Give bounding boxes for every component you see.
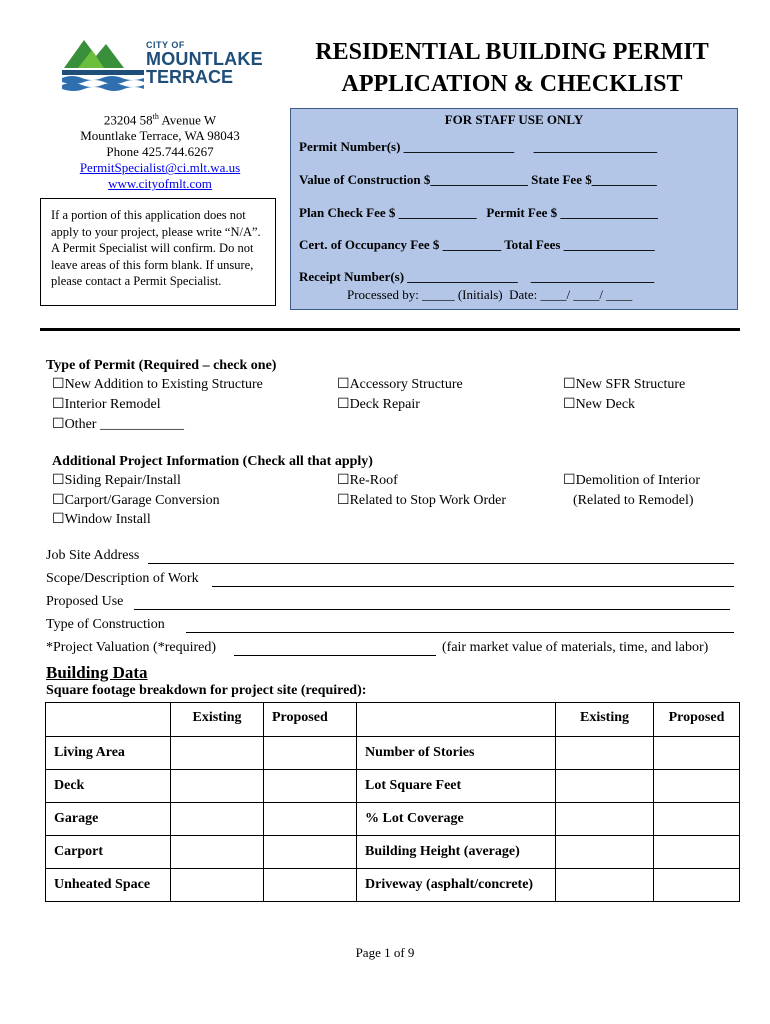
col-proposed-left: Proposed [264,703,357,737]
plan-check-fee-field[interactable]: Plan Check Fee $ ____________ Permit Fee $ _______________ [299,205,658,220]
checkbox-icon[interactable]: ☐ [563,377,576,392]
input-cell[interactable] [264,803,357,836]
checkbox-label: New Addition to Existing Structure [64,377,263,392]
checkbox-carport-garage[interactable] [52,491,220,511]
row-label: Garage [46,803,171,836]
input-cell[interactable] [264,869,357,902]
job-site-label: Job Site Address [46,548,140,563]
proposed-use-label: Proposed Use [46,594,124,609]
receipt-number-field[interactable]: Receipt Number(s) _________________ ___________________ [299,269,655,284]
checkbox-icon[interactable]: ☐ [563,397,576,412]
row-label: Carport [46,836,171,869]
input-cell[interactable] [654,770,740,803]
input-cell[interactable] [171,737,264,770]
input-cell[interactable] [556,803,654,836]
input-cell[interactable] [171,770,264,803]
processed-by-field[interactable]: Processed by: _____ (Initials) Date: ____/ ____/ ____ [347,287,633,302]
table-cell [46,703,171,737]
input-cell[interactable] [654,869,740,902]
checkbox-label: Related to Stop Work Order [349,493,507,508]
staff-use-box [290,108,738,310]
checkbox-label: Re-Roof [349,473,398,488]
permit-type-heading: Type of Permit (Required – check one) [46,358,277,373]
checkbox-icon[interactable]: ☐ [52,512,65,527]
row-label: Lot Square Feet [357,770,556,803]
checkbox-icon[interactable]: ☐ [337,493,350,508]
logo-terrace: TERRACE [146,67,234,87]
row-label: Living Area [46,737,171,770]
checkbox-label: Carport/Garage Conversion [64,493,220,508]
checkbox-demolition[interactable] [563,471,700,491]
checkbox-accessory-structure[interactable] [337,375,463,395]
table-row [46,770,740,803]
staff-use-heading: FOR STAFF USE ONLY [444,112,584,127]
input-cell[interactable] [171,869,264,902]
additional-info-heading: Additional Project Information (Check all that apply) [52,454,373,469]
table-cell [357,703,556,737]
value-construction-field[interactable]: Value of Construction $_______________ State Fee $__________ [299,172,657,187]
checkbox-icon[interactable]: ☐ [52,377,65,392]
instructions-note: If a portion of this application does not apply to your project, please write “N/A”. A Permit Specialist will confirm. Do not leave areas of this form blank. If unsure, please contact a Permit Specialist. [40,198,276,306]
col-existing-right: Existing [556,703,654,737]
website-link[interactable]: www.cityofmlt.com [108,176,212,192]
checkbox-label: Interior Remodel [64,397,161,412]
phone-number: Phone 425.744.6267 [106,144,214,160]
valuation-label: *Project Valuation (*required) [46,640,217,655]
checkbox-label: Deck Repair [349,397,420,412]
job-site-input[interactable] [148,563,734,564]
street-address [50,109,270,128]
table-header-row [46,703,740,737]
checkbox-new-deck[interactable] [563,395,635,415]
scope-input[interactable] [212,586,734,587]
checkbox-icon[interactable]: ☐ [52,417,65,432]
input-cell[interactable] [654,803,740,836]
input-cell[interactable] [171,803,264,836]
input-cell[interactable] [556,836,654,869]
checkbox-icon[interactable]: ☐ [337,377,350,392]
checkbox-reroof[interactable] [337,471,398,491]
checkbox-label: New SFR Structure [575,377,686,392]
checkbox-new-sfr[interactable] [563,375,685,395]
row-label: Deck [46,770,171,803]
checkbox-label: Accessory Structure [349,377,463,392]
mountain-lake-logo-icon [62,34,146,94]
checkbox-icon[interactable]: ☐ [337,397,350,412]
occupancy-fee-field[interactable]: Cert. of Occupancy Fee $ _________ Total Fees ______________ [299,237,655,252]
valuation-input[interactable] [234,655,436,656]
input-cell[interactable] [264,836,357,869]
demolition-note: (Related to Remodel) [573,493,694,508]
row-label: Driveway (asphalt/concrete) [357,869,556,902]
input-cell[interactable] [556,770,654,803]
checkbox-interior-remodel[interactable] [52,395,161,415]
title-line-1: RESIDENTIAL BUILDING PERMIT [315,39,709,65]
table-row [46,803,740,836]
logo-mountlake: MOUNTLAKE [146,49,263,69]
input-cell[interactable] [171,836,264,869]
construction-type-label: Type of Construction [46,617,165,632]
logo-city-of: CITY OF [146,40,185,50]
checkbox-label: Siding Repair/Install [64,473,181,488]
row-label: % Lot Coverage [357,803,556,836]
checkbox-stop-work[interactable] [337,491,506,511]
input-cell[interactable] [264,770,357,803]
checkbox-other[interactable] [52,415,184,435]
table-row [46,737,740,770]
checkbox-label: Window Install [64,512,151,527]
input-cell[interactable] [556,869,654,902]
table-row [46,869,740,902]
row-label: Unheated Space [46,869,171,902]
permit-number-field[interactable]: Permit Number(s) _________________ ___________________ [299,139,658,154]
building-data-table [45,702,740,902]
input-cell[interactable] [556,737,654,770]
checkbox-window-install[interactable] [52,510,151,530]
col-existing-left: Existing [171,703,264,737]
checkbox-new-addition[interactable] [52,375,263,395]
street-number: 23204 58 [103,112,153,128]
city-address-block [50,109,270,192]
street-suffix: th [152,112,159,121]
checkbox-icon[interactable]: ☐ [52,493,65,508]
table-row [46,836,740,869]
page-number: Page 1 of 9 [355,945,415,960]
section-divider [40,328,740,331]
scope-label: Scope/Description of Work [46,571,199,586]
checkbox-siding[interactable] [52,471,181,491]
input-cell[interactable] [654,836,740,869]
proposed-use-input[interactable] [134,609,730,610]
street-name: Avenue W [158,112,217,128]
checkbox-icon[interactable]: ☐ [52,397,65,412]
col-proposed-right: Proposed [654,703,740,737]
building-data-heading: Building Data [46,663,148,682]
row-label: Number of Stories [357,737,556,770]
valuation-note: (fair market value of materials, time, and labor) [442,640,709,655]
building-data-subtitle: Square footage breakdown for project site (required): [46,683,367,698]
checkbox-icon[interactable]: ☐ [563,473,576,488]
checkbox-label: New Deck [575,397,636,412]
input-cell[interactable] [654,737,740,770]
checkbox-icon[interactable]: ☐ [52,473,65,488]
input-cell[interactable] [264,737,357,770]
construction-type-input[interactable] [186,632,734,633]
city-state-zip: Mountlake Terrace, WA 98043 [80,128,240,144]
city-logo [62,34,262,98]
checkbox-icon[interactable]: ☐ [337,473,350,488]
checkbox-label: Other ____________ [64,417,184,432]
row-label: Building Height (average) [357,836,556,869]
email-link[interactable]: PermitSpecialist@ci.mlt.wa.us [79,160,241,176]
page-title [282,36,742,100]
checkbox-deck-repair[interactable] [337,395,420,415]
title-line-2: APPLICATION & CHECKLIST [341,71,683,97]
checkbox-label: Demolition of Interior [575,473,700,488]
